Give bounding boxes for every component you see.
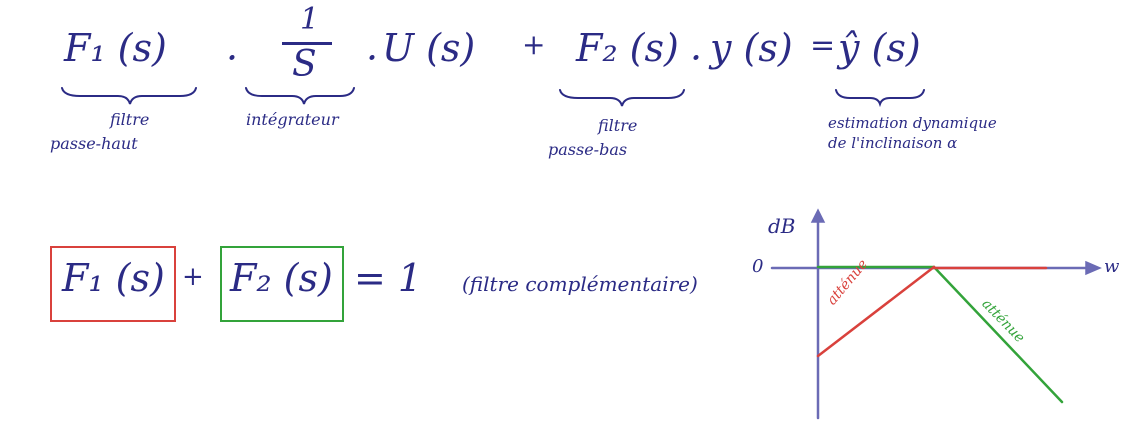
comp-equals-one: = 1: [354, 256, 423, 300]
red-attenue-label: atténue: [824, 256, 872, 309]
yhat-term: ŷ (s): [838, 26, 921, 70]
zero-label: 0: [752, 256, 764, 277]
dot-3: ·: [690, 36, 703, 80]
u-term: U (s): [382, 26, 476, 70]
label-passe-bas: passe-bas: [548, 140, 628, 159]
y-term: y (s): [710, 26, 793, 70]
dot-1: ·: [226, 36, 239, 80]
comp-plus-sign: +: [182, 262, 204, 292]
comp-f1-term: F₁ (s): [62, 256, 165, 300]
x-axis-label: w: [1104, 256, 1120, 277]
f2-term: F₂ (s): [576, 26, 679, 70]
fraction-numerator: 1: [300, 2, 320, 37]
label-estimation: estimation dynamique: [828, 114, 997, 132]
equals-sign: =: [810, 28, 836, 63]
f1-term: F₁ (s): [64, 26, 167, 70]
x-axis-arrow: [1086, 262, 1100, 274]
green-descending-line: [934, 267, 1062, 402]
red-rising-line: [818, 267, 934, 356]
label-integrateur: intégrateur: [246, 110, 339, 129]
label-passe-haut: passe-haut: [50, 134, 138, 153]
comp-note: (filtre complémentaire): [462, 272, 698, 296]
dot-2: ·: [366, 36, 379, 80]
comp-f2-term: F₂ (s): [230, 256, 333, 300]
fraction-denominator: S: [292, 44, 317, 85]
label-filtre-2: filtre: [598, 116, 638, 135]
label-filtre-1: filtre: [110, 110, 150, 129]
y-axis-arrow: [812, 210, 824, 222]
label-inclinaison: de l'inclinaison α: [828, 134, 958, 152]
green-attenue-label: atténue: [978, 296, 1028, 347]
y-axis-label: dB: [768, 214, 796, 238]
plus-sign: +: [522, 28, 546, 61]
